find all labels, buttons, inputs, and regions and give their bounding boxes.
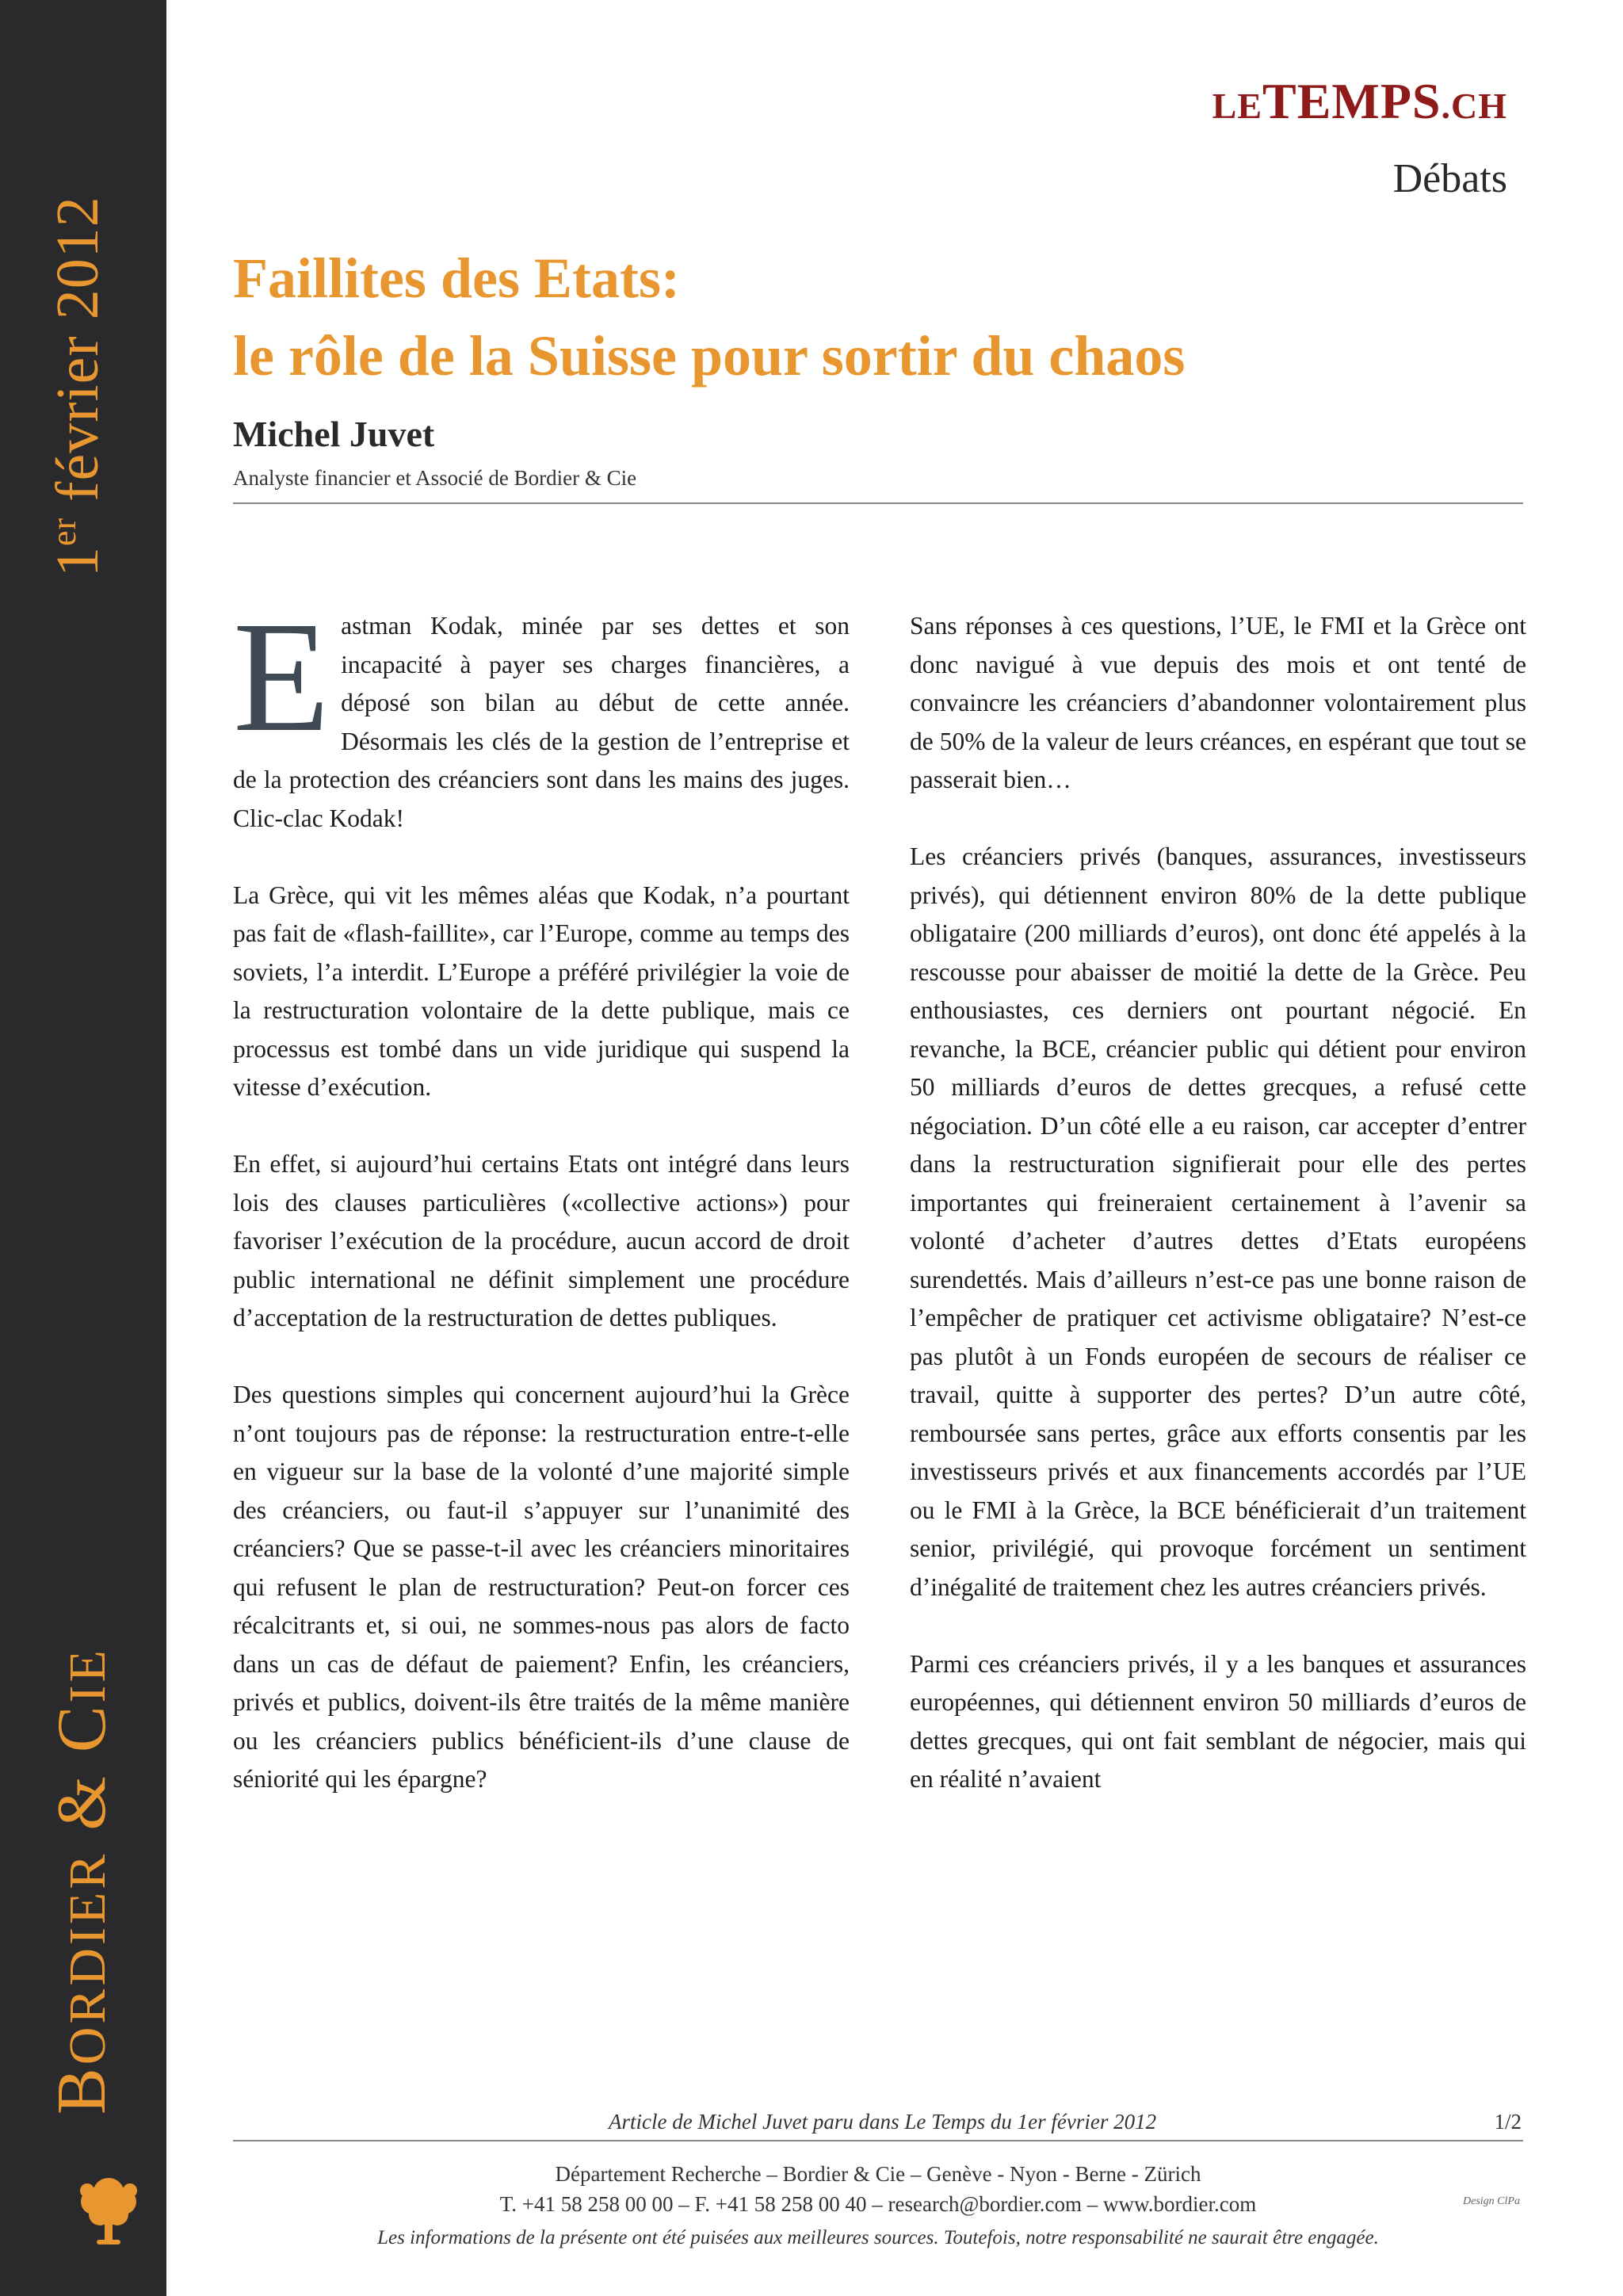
sidebar <box>0 0 166 2296</box>
brand-ie: IE <box>59 1647 116 1703</box>
column-left <box>233 590 850 1837</box>
paragraph-5: Sans réponses à ces questions, l’UE, le FMI et la Grèce ont donc navigué à vue depuis des mois et ont tenté de convaincre les créanciers d’abandonner volontairement plus de 50% de la valeur de leurs créances, en espérant que tout se passerait bien… <box>910 612 1526 793</box>
page-number: 1/2 <box>1494 2110 1522 2134</box>
title-line-1: Faillites des Etats: <box>233 246 680 310</box>
date-ordinal: er <box>44 517 83 546</box>
sidebar-brand <box>44 1647 120 2115</box>
newspaper-temps: TEMPS <box>1262 73 1442 129</box>
date-rest: février 2012 <box>44 196 111 518</box>
footer-disclaimer: Les informations de la présente ont été puisées aux meilleures sources. Toutefois, notre responsabilité ne saurait être engagée. <box>377 2227 1379 2248</box>
design-credit: Design ClPa <box>1463 2195 1520 2207</box>
brand-c: C <box>44 1702 120 1753</box>
paragraph-6: Les créanciers privés (banques, assurances, investisseurs privés), qui détiennent environ 80% de la dette publique obligataire (200 milliards d’euros), ont donc été appelés à la rescousse pour abaisser de moitié la dette de la Grèce. Peu enthousiastes, ces derniers ont pourtant négocié. En revanche, la BCE, créancier public qui détient pour environ 50 milliards d’euros de dettes grecques, a refusé cette négociation. D’un côté elle a eu raison, car accepter d’entrer dans la restructuration signifierait pour elle des pertes importantes qui freineraient certainement à l’avenir sa volonté d’acheter d’autres dettes d’Etats européens surendettés. Mais d’ailleurs n’est-ce pas une bonne raison de l’empêcher de pratiquer cet activisme obligataire? N’est-ce pas plutôt à un Fonds européen de secours de réaliser ce travail, quitte à supporter des pertes? D’un autre côté, remboursée sans pertes, grâce aux efforts consentis par les investisseurs privés et aux financements accordés par l’UE ou le FMI à la Grèce, la BCE bénéficierait d’un traitement senior, privilégié, qui provoque forcément un sentiment d’inégalité de traitement chez les autres créanciers privés. <box>910 842 1526 1601</box>
drop-cap: E <box>233 590 330 765</box>
author-role: Analyste financier et Associé de Bordier & Cie <box>233 466 637 490</box>
paragraph-2: La Grèce, qui vit les mêmes aléas que Kodak, n’a pourtant pas fait de «flash-faillite», car l’Europe, comme au temps des soviets, l’a interdit. L’Europe a préféré privilégier la voie de la restructuration volontaire de la dette publique, mais ce processus est tombé dans un vide juridique qui suspend la vitesse d’exécution. <box>233 881 850 1101</box>
newspaper-dot: . <box>1441 86 1451 126</box>
paragraph-3: En effet, si aujourd’hui certains Etats ont intégré dans leurs lois des clauses particulières («collective actions») pour favoriser l’exécution de la procédure, aucun accord de droit public international ne définit simplement une procédure d’acceptation de la restructuration de dettes publiques. <box>233 1150 850 1331</box>
author-name: Michel Juvet <box>233 414 435 454</box>
column-right <box>910 607 1526 1837</box>
header-divider <box>233 502 1523 504</box>
paragraph-7: Parmi ces créanciers privés, il y a les banques et assurances européennes, qui détiennent environ 50 milliards d’euros de dettes grecques, qui ont fait semblant de négocier, mais qui en réalité n’avaient <box>910 1649 1526 1793</box>
brand-b: B <box>44 2065 120 2115</box>
paragraph-1-text: astman Kodak, minée par ses dettes et son incapacité à payer ses charges financières, a déposé son bilan au début de cette année. Désormais les clés de la gestion de l’entreprise et de la protection des créanciers sont dans les mains des juges. Clic-clac Kodak! <box>233 612 850 832</box>
date-day: 1 <box>44 546 111 577</box>
brand-amp: & <box>44 1752 120 1851</box>
newspaper-le: LE <box>1212 86 1263 126</box>
newspaper-logo <box>1212 73 1507 129</box>
article-title <box>233 239 1501 395</box>
sidebar-date <box>44 196 111 577</box>
paragraph-1 <box>233 590 850 838</box>
footer-divider <box>233 2140 1523 2141</box>
footer-department: Département Recherche – Bordier & Cie – Genève - Nyon - Berne - Zürich <box>555 2162 1201 2186</box>
newspaper-ch: CH <box>1451 86 1507 126</box>
paragraph-4: Des questions simples qui concernent aujourd’hui la Grèce n’ont toujours pas de réponse: la restructuration entre-t-elle en vigueur sur la base de la volonté d’une majorité simple des créanciers, ou faut-il s’appuyer sur l’unanimité des créanciers? Que se passe-t-il avec les créanciers minoritaires qui refusent le plan de restructuration? Peut-on forcer ces récalcitrants et, si oui, ne sommes-nous pas alors de facto dans un cas de défaut de paiement? Enfin, les créanciers, privés et publics, doivent-ils être traités de la même manière ou les créanciers publics bénéficient-ils d’une clause de séniorité qui les épargne? <box>233 1381 850 1793</box>
footer-citation: Article de Michel Juvet paru dans Le Temps du 1er février 2012 <box>609 2110 1157 2134</box>
tree-icon <box>76 2173 141 2249</box>
footer-contact: T. +41 58 258 00 00 – F. +41 58 258 00 40 – research@bordier.com – www.bordier.com <box>499 2192 1257 2216</box>
section-label: Débats <box>1392 156 1507 201</box>
brand-ordier: ORDIER <box>59 1851 116 2065</box>
title-line-2: le rôle de la Suisse pour sortir du chaos <box>233 324 1186 388</box>
